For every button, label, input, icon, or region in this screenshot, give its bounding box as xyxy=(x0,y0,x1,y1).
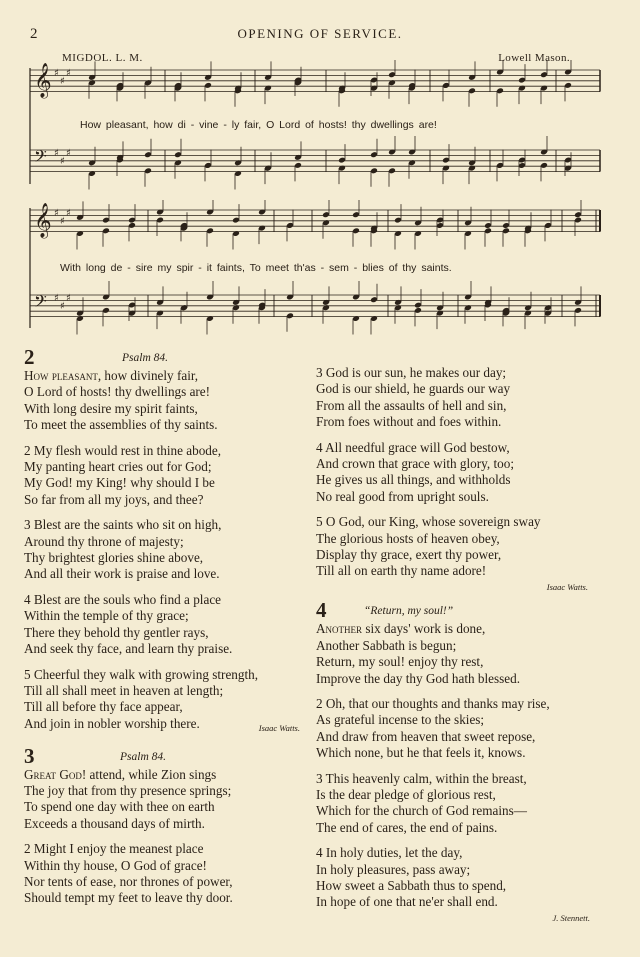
stanza-line: Which for the church of God remains— xyxy=(316,803,527,819)
lyrics-line-2: With long de - sire my spir - it faints, To meet th'as - sem - blies of thy saints. xyxy=(60,262,452,274)
stanza-line: 4 In holy duties, let the day, xyxy=(316,845,463,861)
stanza-line: O Lord of hosts! thy dwellings are! xyxy=(24,384,211,400)
stanza-line: Within thy house, O God of grace! xyxy=(24,857,207,873)
stanza-line: No real good from upright souls. xyxy=(316,488,489,504)
stanza-line: 3 Blest are the saints who sit on high, xyxy=(24,517,222,533)
sharp-icon: ♯ xyxy=(54,208,59,219)
stanza-line: 2 Might I enjoy the meanest place xyxy=(24,841,204,857)
hymn-reference: Psalm 84. xyxy=(120,750,166,763)
stanza-line: And all their work is praise and love. xyxy=(24,566,220,582)
sharp-icon: ♯ xyxy=(66,293,71,304)
stanza-line: how divinely fair, xyxy=(101,368,199,383)
stanza-line: Till all before thy face appear, xyxy=(24,699,183,715)
hymn-number: 2 xyxy=(24,345,35,369)
stanza-line: Exceeds a thousand days of mirth. xyxy=(24,815,205,831)
sharp-icon: ♯ xyxy=(66,68,71,79)
stanza-line: 2 Oh, that our thoughts and thanks may rise, xyxy=(316,695,550,711)
left-column xyxy=(24,345,314,916)
stanza-line: Till all on earth thy name adore! xyxy=(316,563,487,579)
sharp-icon: ♯ xyxy=(66,148,71,159)
stanza-line: Improve the day thy God hath blessed. xyxy=(316,670,520,686)
stanza-line: 2 My flesh would rest in thine abode, xyxy=(24,442,222,458)
stanza-line: Around thy throne of majesty; xyxy=(24,533,184,549)
stanza xyxy=(316,845,616,911)
sharp-icon: ♯ xyxy=(66,208,71,219)
stanza-line: And join in nobler worship there. xyxy=(24,715,200,731)
stanza-line: There they behold thy gentler rays, xyxy=(24,624,209,640)
sharp-icon: ♯ xyxy=(60,301,65,312)
stanza-line: 4 Blest are the souls who find a place xyxy=(24,591,222,607)
stanza-line: 3 This heavenly calm, within the breast, xyxy=(316,770,527,786)
stanza-line: 3 God is our sun, he makes our day; xyxy=(316,365,507,380)
hymn-4 xyxy=(316,598,616,926)
attribution: Isaac Watts. xyxy=(546,581,588,592)
stanza-line: Return, my soul! enjoy thy rest, xyxy=(316,654,484,670)
stanza xyxy=(24,368,314,434)
stanza-line: My panting heart cries out for God; xyxy=(24,459,212,475)
hymn-reference: “Return, my soul!” xyxy=(364,605,454,618)
treble-staff xyxy=(30,200,600,250)
sharp-icon: ♯ xyxy=(54,68,59,79)
hymn-3 xyxy=(24,743,314,907)
stanza-line: Should tempt my feet to leave thy door. xyxy=(24,890,233,906)
stanza-line: From foes without and foes within. xyxy=(316,414,502,430)
composer: Lowell Mason. xyxy=(498,52,570,64)
stanza-line: How sweet a Sabbath thus to spend, xyxy=(316,877,507,893)
attribution: J. Stennett. xyxy=(552,912,590,923)
first-words: Another xyxy=(316,621,363,637)
bass-staff xyxy=(30,281,600,335)
stanza-line: And draw from heaven that sweet repose, xyxy=(316,728,536,744)
stanza-line: He gives us all things, and withholds xyxy=(316,472,511,488)
page-number: 2 xyxy=(30,26,38,42)
attribution: Isaac Watts. xyxy=(258,723,300,734)
stanza xyxy=(24,592,314,658)
stanza-line: To spend one day with thee on earth xyxy=(24,799,215,815)
hymn-reference: Psalm 84. xyxy=(122,352,168,364)
sharp-icon: ♯ xyxy=(60,216,65,227)
stanza-line: To meet the assemblies of thy saints. xyxy=(24,417,218,433)
stanza xyxy=(316,440,616,506)
stanza-line: Is the dear pledge of glorious rest, xyxy=(316,786,496,802)
sharp-icon: ♯ xyxy=(60,76,65,87)
stanza xyxy=(316,771,616,837)
stanza xyxy=(24,443,314,509)
stanza-line: From all the assaults of hell and sin, xyxy=(316,397,507,413)
first-words: How pleasant, xyxy=(24,368,102,383)
stanza-line: The end of cares, the end of pains. xyxy=(316,819,498,835)
running-head: OPENING OF SERVICE. xyxy=(237,26,403,41)
hymn-number: 4 xyxy=(316,598,327,623)
stanza xyxy=(316,696,616,762)
stanza-line: And crown that grace with glory, too; xyxy=(316,456,515,472)
hymn-2 xyxy=(24,345,314,737)
stanza-line: As grateful incense to the skies; xyxy=(316,712,485,728)
stanza-line: 5 Cheerful they walk with growing strength, xyxy=(24,666,259,682)
stanza-line: Till all shall meet in heaven at length; xyxy=(24,682,224,698)
stanza xyxy=(316,621,616,687)
stanza-line: In hope of one that ne'er shall end. xyxy=(316,894,498,910)
stanza-line: attend, while Zion sings xyxy=(86,766,217,782)
stanza-line: So far from all my joys, and thee? xyxy=(24,491,204,507)
stanza-line: My God! my King! why should I be xyxy=(24,475,215,491)
treble-clef-icon: 𝄞 xyxy=(34,63,52,98)
stanza xyxy=(24,767,314,833)
treble-clef-icon: 𝄞 xyxy=(34,203,52,238)
stanza-line: six days' work is done, xyxy=(362,621,486,637)
sharp-icon: ♯ xyxy=(60,156,65,167)
right-column xyxy=(316,365,616,926)
stanza-line: 5 O God, our King, whose sovereign sway xyxy=(316,514,541,530)
first-words: Great God! xyxy=(24,766,87,782)
stanza-line: Thy brightest glories shine above, xyxy=(24,550,204,566)
bass-clef-icon: 𝄢 xyxy=(34,291,47,315)
sharp-icon: ♯ xyxy=(54,293,59,304)
lyrics-line-1: How pleasant, how di - vine - ly fair, O Lord of hosts! thy dwellings are! xyxy=(80,119,437,131)
stanza xyxy=(24,517,314,583)
bass-staff xyxy=(30,136,600,190)
stanza-line: Which none, but he that feels it, knows. xyxy=(316,745,526,761)
stanza-line: And seek thy face, and learn thy praise. xyxy=(24,641,233,657)
stanza-line: Within the temple of thy grace; xyxy=(24,608,189,624)
stanza-line: The glorious hosts of heaven obey, xyxy=(316,530,500,546)
stanza-line: God is our shield, he guards our way xyxy=(316,381,511,397)
stanza-line: With long desire my spirit faints, xyxy=(24,400,198,416)
tune-name: MIGDOL. L. M. xyxy=(62,52,143,64)
sharp-icon: ♯ xyxy=(54,148,59,159)
hymn-number: 3 xyxy=(24,743,35,768)
stanza-line: Display thy grace, exert thy power, xyxy=(316,547,502,563)
stanza-line: In holy pleasures, pass away; xyxy=(316,861,471,877)
stanza-line: 4 All needful grace will God bestow, xyxy=(316,439,510,455)
stanza-line: The joy that from thy presence springs; xyxy=(24,782,232,798)
stanza-line: Another Sabbath is begun; xyxy=(316,637,457,653)
stanza xyxy=(24,841,314,907)
bass-clef-icon: 𝄢 xyxy=(34,146,47,170)
stanza xyxy=(316,365,616,431)
treble-staff xyxy=(30,60,600,107)
stanza xyxy=(316,514,616,580)
stanza-line: Nor tents of ease, nor thrones of power, xyxy=(24,873,233,889)
